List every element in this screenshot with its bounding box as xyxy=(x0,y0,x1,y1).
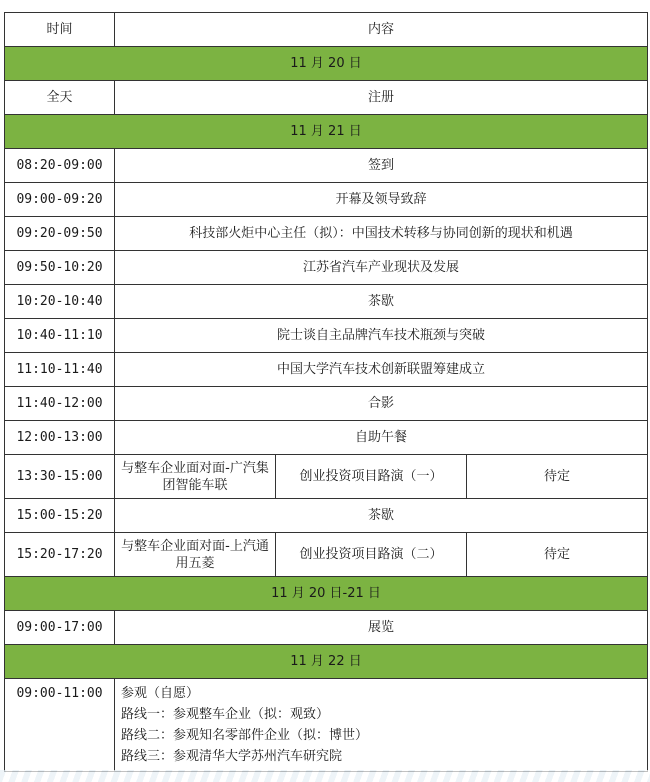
session-b-cell: 创业投资项目路演（一） xyxy=(276,455,467,499)
time-cell: 11:10-11:40 xyxy=(5,353,115,387)
schedule-row xyxy=(5,353,648,387)
time-cell: 全天 xyxy=(5,81,115,115)
schedule-table xyxy=(4,12,648,772)
visit-line: 路线二：参观知名零部件企业（拟：博世） xyxy=(121,728,369,743)
date-row xyxy=(5,645,648,679)
time-cell: 09:00-17:00 xyxy=(5,611,115,645)
schedule-row xyxy=(5,81,648,115)
schedule-row xyxy=(5,387,648,421)
time-cell: 09:00-09:20 xyxy=(5,183,115,217)
time-cell: 09:20-09:50 xyxy=(5,217,115,251)
date-row xyxy=(5,47,648,81)
session-a-cell: 与整车企业面对面-上汽通用五菱 xyxy=(115,533,276,577)
content-cell: 中国大学汽车技术创新联盟筹建成立 xyxy=(115,353,648,387)
date-label: 11 月 21 日 xyxy=(5,115,648,149)
date-row xyxy=(5,577,648,611)
content-cell: 展览 xyxy=(115,611,648,645)
time-cell: 10:40-11:10 xyxy=(5,319,115,353)
visit-line: 路线一：参观整车企业（拟：观致） xyxy=(121,707,330,722)
session-c-cell: 待定 xyxy=(467,533,648,577)
schedule-row xyxy=(5,149,648,183)
visit-line: 路线三：参观清华大学苏州汽车研究院 xyxy=(121,749,343,764)
date-label: 11 月 20 日 xyxy=(5,47,648,81)
split-session-row xyxy=(5,533,648,577)
session-a-cell: 与整车企业面对面-广汽集团智能车联 xyxy=(115,455,276,499)
schedule-row xyxy=(5,251,648,285)
visit-row xyxy=(5,679,648,772)
content-cell: 科技部火炬中心主任（拟）：中国技术转移与协同创新的现状和机遇 xyxy=(115,217,648,251)
header-content: 内容 xyxy=(115,13,648,47)
schedule-row xyxy=(5,217,648,251)
content-cell: 注册 xyxy=(115,81,648,115)
schedule-row xyxy=(5,285,648,319)
time-cell: 08:20-09:00 xyxy=(5,149,115,183)
content-cell: 江苏省汽车产业现状及发展 xyxy=(115,251,648,285)
schedule-row xyxy=(5,183,648,217)
schedule-body xyxy=(5,13,648,772)
bottom-decoration xyxy=(0,770,650,782)
content-cell: 茶歇 xyxy=(115,499,648,533)
time-cell: 15:20-17:20 xyxy=(5,533,115,577)
time-cell: 10:20-10:40 xyxy=(5,285,115,319)
header-row xyxy=(5,13,648,47)
time-cell: 09:50-10:20 xyxy=(5,251,115,285)
content-cell: 自助午餐 xyxy=(115,421,648,455)
visit-line: 参观（自愿） xyxy=(121,686,200,701)
content-cell: 院士谈自主品牌汽车技术瓶颈与突破 xyxy=(115,319,648,353)
header-time: 时间 xyxy=(5,13,115,47)
session-c-cell: 待定 xyxy=(467,455,648,499)
schedule-row xyxy=(5,421,648,455)
schedule-row xyxy=(5,499,648,533)
content-cell: 茶歇 xyxy=(115,285,648,319)
time-cell: 12:00-13:00 xyxy=(5,421,115,455)
schedule-row xyxy=(5,319,648,353)
time-cell: 09:00-11:00 xyxy=(5,679,115,772)
content-cell: 签到 xyxy=(115,149,648,183)
date-row xyxy=(5,115,648,149)
content-cell: 开幕及领导致辞 xyxy=(115,183,648,217)
time-cell: 11:40-12:00 xyxy=(5,387,115,421)
split-session-row xyxy=(5,455,648,499)
visit-content-cell xyxy=(115,679,648,772)
session-b-cell: 创业投资项目路演（二） xyxy=(276,533,467,577)
date-label: 11 月 20 日-21 日 xyxy=(5,577,648,611)
time-cell: 15:00-15:20 xyxy=(5,499,115,533)
time-cell: 13:30-15:00 xyxy=(5,455,115,499)
schedule-row xyxy=(5,611,648,645)
date-label: 11 月 22 日 xyxy=(5,645,648,679)
content-cell: 合影 xyxy=(115,387,648,421)
